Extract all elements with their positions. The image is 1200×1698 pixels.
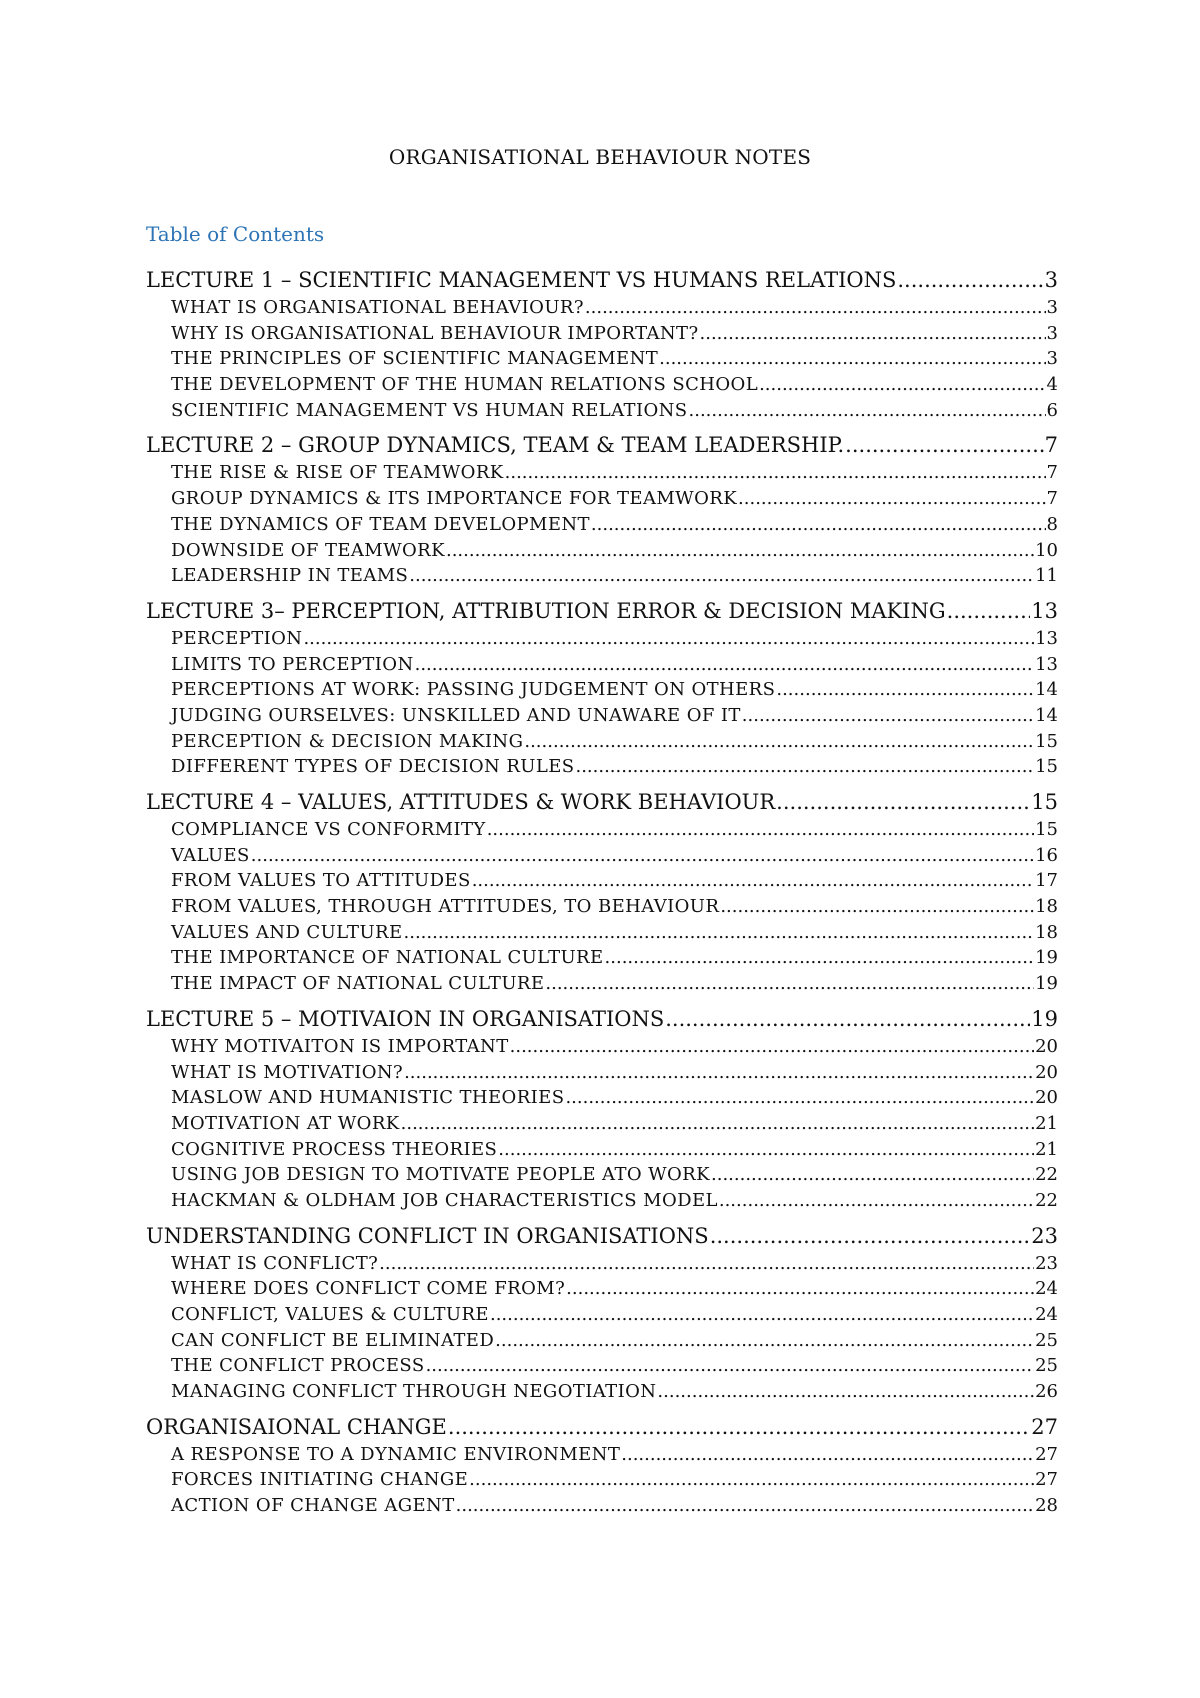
toc-entry-label: PERCEPTION & DECISION MAKING: [171, 730, 524, 752]
toc-entry-label: THE IMPACT OF NATIONAL CULTURE: [171, 973, 545, 995]
toc-section: [146, 266, 1058, 423]
toc-entry-link[interactable]: [146, 1379, 1058, 1405]
toc-entry-link[interactable]: [146, 563, 1058, 589]
dot-leader: [524, 729, 1034, 755]
dot-leader: [665, 1005, 1030, 1034]
toc-page-number: 23: [1031, 1223, 1058, 1248]
toc-entry-label: ORGANISAIONAL CHANGE: [146, 1414, 447, 1439]
toc-entry-link[interactable]: [146, 729, 1058, 755]
toc-entry-label: MOTIVATION AT WORK: [171, 1112, 400, 1134]
dot-leader: [621, 1442, 1034, 1468]
toc-page-number: 3: [1046, 348, 1058, 370]
dot-leader: [510, 1034, 1034, 1060]
toc-page-number: 10: [1035, 539, 1058, 561]
toc-page-number: 19: [1031, 1006, 1058, 1031]
toc-page-number: 26: [1035, 1381, 1058, 1403]
toc-lecture-link[interactable]: [146, 1222, 1058, 1251]
toc-entry-label: WHAT IS MOTIVATION?: [171, 1061, 404, 1083]
toc-page-number: 28: [1035, 1495, 1058, 1517]
dot-leader: [448, 1413, 1030, 1442]
toc-entry-label: VALUES AND CULTURE: [171, 921, 403, 943]
toc-lecture-link[interactable]: [146, 1005, 1058, 1034]
toc-entry-label: DIFFERENT TYPES OF DECISION RULES: [171, 756, 575, 778]
dot-leader: [700, 321, 1046, 347]
dot-leader: [759, 372, 1045, 398]
dot-leader: [719, 1188, 1034, 1214]
toc-entry-link[interactable]: [146, 1162, 1058, 1188]
toc-entry-label: LECTURE 2 – GROUP DYNAMICS, TEAM & TEAM LEADERSHIP.: [146, 433, 845, 458]
toc-entry-link[interactable]: [146, 626, 1058, 652]
toc-entry-label: THE CONFLICT PROCESS: [171, 1355, 425, 1377]
toc-entry-label: DOWNSIDE OF TEAMWORK: [171, 539, 445, 561]
toc-page-number: 20: [1035, 1061, 1058, 1083]
toc-section: [146, 431, 1058, 588]
toc-page-number: 23: [1035, 1252, 1058, 1274]
dot-leader: [897, 266, 1043, 295]
toc-entry-label: WHAT IS CONFLICT?: [171, 1252, 379, 1274]
toc-entry-label: WHY IS ORGANISATIONAL BEHAVIOUR IMPORTANT?: [171, 322, 699, 344]
toc-entry-label: COGNITIVE PROCESS THEORIES: [171, 1138, 498, 1160]
toc-entry-link[interactable]: [146, 1060, 1058, 1086]
toc-page-number: 22: [1035, 1189, 1058, 1211]
toc-page-number: 7: [1044, 433, 1058, 458]
toc-entry-link[interactable]: [146, 372, 1058, 398]
toc-entry-link[interactable]: [146, 1328, 1058, 1354]
toc-entry-link[interactable]: [146, 677, 1058, 703]
toc-entry-label: FROM VALUES, THROUGH ATTITUDES, TO BEHAVIOUR: [171, 896, 720, 918]
toc-page-number: 27: [1031, 1414, 1058, 1439]
toc-entry-label: FORCES INITIATING CHANGE: [171, 1469, 469, 1491]
dot-leader: [776, 788, 1030, 817]
toc-entry-label: VALUES: [171, 844, 250, 866]
toc-page-number: 14: [1035, 704, 1058, 726]
toc-page-number: 15: [1031, 790, 1058, 814]
dot-leader: [505, 460, 1046, 486]
toc-entry-label: PERCEPTION: [171, 627, 303, 649]
toc-section: [146, 1413, 1058, 1519]
toc-section: [146, 597, 1058, 780]
toc-entry-link[interactable]: [146, 295, 1058, 321]
toc-entry-link[interactable]: [146, 652, 1058, 678]
toc-page-number: 15: [1035, 819, 1058, 840]
toc-entry-label: GROUP DYNAMICS & ITS IMPORTANCE FOR TEAMWORK: [171, 488, 738, 510]
dot-leader: [720, 894, 1034, 920]
table-of-contents: [146, 266, 1058, 1527]
dot-leader: [575, 754, 1034, 780]
toc-entry-link[interactable]: [146, 1034, 1058, 1060]
toc-entry-link[interactable]: [146, 346, 1058, 372]
dot-leader: [472, 868, 1034, 894]
toc-page-number: 25: [1035, 1329, 1058, 1351]
dot-leader: [947, 597, 1031, 626]
toc-entry-link[interactable]: [146, 1442, 1058, 1468]
toc-page-number: 6: [1046, 399, 1058, 421]
toc-page-number: 22: [1035, 1164, 1058, 1186]
toc-page-number: 25: [1035, 1355, 1058, 1377]
toc-entry-label: THE IMPORTANCE OF NATIONAL CULTURE: [171, 947, 604, 969]
toc-entry-label: LECTURE 3– PERCEPTION, ATTRIBUTION ERROR & DECISION MAKING: [146, 598, 946, 623]
toc-page-number: 16: [1035, 844, 1058, 866]
toc-entry-label: WHY MOTIVAITON IS IMPORTANT: [171, 1035, 509, 1057]
toc-entry-label: LECTURE 5 – MOTIVAION IN ORGANISATIONS: [146, 1006, 665, 1031]
toc-entry-label: PERCEPTIONS AT WORK: PASSING JUDGEMENT ON OTHERS: [171, 679, 776, 701]
toc-entry-link[interactable]: [146, 1493, 1058, 1519]
toc-page-number: 13: [1031, 598, 1058, 623]
toc-page-number: 13: [1035, 653, 1058, 675]
toc-entry-link[interactable]: [146, 843, 1058, 869]
toc-entry-label: THE PRINCIPLES OF SCIENTIFIC MANAGEMENT: [171, 348, 659, 370]
toc-page-number: 3: [1046, 297, 1058, 318]
toc-section: [146, 1222, 1058, 1405]
dot-leader: [545, 971, 1034, 997]
dot-leader: [401, 1111, 1034, 1137]
toc-entry-link[interactable]: [146, 1188, 1058, 1214]
dot-leader: [469, 1467, 1034, 1493]
dot-leader: [689, 398, 1046, 424]
toc-section: [146, 788, 1058, 997]
toc-entry-link[interactable]: [146, 1276, 1058, 1302]
toc-entry-label: COMPLIANCE VS CONFORMITY: [171, 819, 486, 840]
dot-leader: [426, 1353, 1035, 1379]
dot-leader: [251, 843, 1034, 869]
toc-entry-label: THE DYNAMICS OF TEAM DEVELOPMENT: [171, 513, 590, 535]
toc-entry-link[interactable]: [146, 1137, 1058, 1163]
dot-leader: [742, 703, 1034, 729]
toc-page-number: 8: [1046, 513, 1058, 535]
dot-leader: [657, 1379, 1034, 1405]
dot-leader: [845, 431, 1043, 460]
dot-leader: [659, 346, 1045, 372]
dot-leader: [379, 1251, 1034, 1277]
dot-leader: [404, 1060, 1034, 1086]
toc-page-number: 13: [1035, 627, 1058, 649]
dot-leader: [490, 1302, 1034, 1328]
dot-leader: [711, 1162, 1034, 1188]
toc-section: [146, 1005, 1058, 1214]
toc-entry-label: THE RISE & RISE OF TEAMWORK: [171, 462, 504, 484]
dot-leader: [487, 817, 1034, 843]
toc-page-number: 3: [1044, 268, 1058, 292]
toc-entry-link[interactable]: [146, 1111, 1058, 1137]
toc-page-number: 18: [1035, 896, 1058, 918]
toc-page-number: 7: [1046, 488, 1058, 510]
toc-lecture-link[interactable]: [146, 597, 1058, 626]
toc-entry-label: CONFLICT, VALUES & CULTURE: [171, 1304, 489, 1325]
toc-page-number: 24: [1035, 1278, 1058, 1300]
toc-page-number: 20: [1035, 1087, 1058, 1109]
toc-entry-label: USING JOB DESIGN TO MOTIVATE PEOPLE ATO WORK: [171, 1164, 710, 1186]
toc-page-number: 19: [1035, 947, 1058, 969]
toc-page-number: 15: [1035, 756, 1058, 778]
toc-entry-link[interactable]: [146, 703, 1058, 729]
dot-leader: [591, 512, 1046, 538]
toc-entry-label: LECTURE 4 – VALUES, ATTITUDES & WORK BEHAVIOUR: [146, 790, 776, 814]
toc-entry-label: UNDERSTANDING CONFLICT IN ORGANISATIONS: [146, 1223, 709, 1248]
toc-page-number: 27: [1035, 1469, 1058, 1491]
toc-entry-label: LECTURE 1 – SCIENTIFIC MANAGEMENT VS HUMANS RELATIONS: [146, 268, 897, 292]
toc-entry-link[interactable]: [146, 945, 1058, 971]
toc-lecture-link[interactable]: [146, 266, 1058, 295]
toc-entry-label: JUDGING OURSELVES: UNSKILLED AND UNAWARE OF IT: [171, 704, 741, 726]
toc-page-number: 24: [1035, 1304, 1058, 1325]
toc-page-number: 3: [1046, 322, 1058, 344]
toc-entry-link[interactable]: [146, 754, 1058, 780]
toc-entry-link[interactable]: [146, 971, 1058, 997]
toc-page-number: 11: [1035, 565, 1058, 587]
toc-entry-label: WHERE DOES CONFLICT COME FROM?: [171, 1278, 566, 1300]
toc-page-number: 20: [1035, 1035, 1058, 1057]
dot-leader: [738, 486, 1046, 512]
toc-entry-label: WHAT IS ORGANISATIONAL BEHAVIOUR?: [171, 297, 584, 318]
dot-leader: [409, 563, 1034, 589]
toc-page-number: 21: [1035, 1138, 1058, 1160]
toc-entry-link[interactable]: [146, 460, 1058, 486]
toc-page-number: 21: [1035, 1112, 1058, 1134]
dot-leader: [456, 1493, 1034, 1519]
toc-entry-label: SCIENTIFIC MANAGEMENT VS HUMAN RELATIONS: [171, 399, 688, 421]
toc-entry-label: LIMITS TO PERCEPTION: [171, 653, 414, 675]
toc-entry-link[interactable]: [146, 398, 1058, 424]
toc-entry-label: ACTION OF CHANGE AGENT: [171, 1495, 455, 1517]
toc-entry-link[interactable]: [146, 894, 1058, 920]
toc-entry-link[interactable]: [146, 1302, 1058, 1328]
toc-entry-link[interactable]: [146, 1085, 1058, 1111]
document-title: ORGANISATIONAL BEHAVIOUR NOTES: [388, 145, 812, 169]
toc-entry-link[interactable]: [146, 538, 1058, 564]
toc-page-number: 15: [1035, 730, 1058, 752]
toc-entry-label: CAN CONFLICT BE ELIMINATED: [171, 1329, 495, 1351]
toc-entry-link[interactable]: [146, 1353, 1058, 1379]
toc-entry-label: FROM VALUES TO ATTITUDES: [171, 870, 471, 892]
toc-entry-link[interactable]: [146, 1251, 1058, 1277]
toc-lecture-link[interactable]: [146, 431, 1058, 460]
toc-entry-label: A RESPONSE TO A DYNAMIC ENVIRONMENT: [171, 1443, 621, 1465]
toc-entry-label: MASLOW AND HUMANISTIC THEORIES: [171, 1087, 565, 1109]
toc-page-number: 17: [1035, 870, 1058, 892]
dot-leader: [710, 1222, 1031, 1251]
toc-heading: Table of Contents: [146, 222, 325, 246]
toc-entry-link[interactable]: [146, 512, 1058, 538]
toc-entry-link[interactable]: [146, 321, 1058, 347]
toc-entry-link[interactable]: [146, 920, 1058, 946]
dot-leader: [404, 920, 1035, 946]
toc-entry-label: LEADERSHIP IN TEAMS: [171, 565, 409, 587]
toc-page-number: 7: [1046, 462, 1058, 484]
dot-leader: [585, 295, 1046, 321]
dot-leader: [605, 945, 1035, 971]
toc-page-number: 18: [1035, 921, 1058, 943]
dot-leader: [446, 538, 1034, 564]
toc-entry-label: MANAGING CONFLICT THROUGH NEGOTIATION: [171, 1381, 657, 1403]
toc-page-number: 19: [1035, 973, 1058, 995]
dot-leader: [565, 1085, 1034, 1111]
toc-entry-link[interactable]: [146, 486, 1058, 512]
dot-leader: [566, 1276, 1034, 1302]
dot-leader: [498, 1137, 1034, 1163]
dot-leader: [303, 626, 1034, 652]
toc-entry-label: HACKMAN & OLDHAM JOB CHARACTERISTICS MODEL: [171, 1189, 718, 1211]
toc-entry-link[interactable]: [146, 868, 1058, 894]
toc-page-number: 4: [1046, 374, 1058, 396]
toc-page-number: 14: [1035, 679, 1058, 701]
toc-entry-link[interactable]: [146, 1467, 1058, 1493]
dot-leader: [415, 652, 1034, 678]
dot-leader: [495, 1328, 1034, 1354]
toc-lecture-link[interactable]: [146, 1413, 1058, 1442]
toc-entry-link[interactable]: [146, 817, 1058, 843]
dot-leader: [776, 677, 1034, 703]
toc-lecture-link[interactable]: [146, 788, 1058, 817]
toc-page-number: 27: [1035, 1443, 1058, 1465]
toc-entry-label: THE DEVELOPMENT OF THE HUMAN RELATIONS SCHOOL: [171, 374, 759, 396]
